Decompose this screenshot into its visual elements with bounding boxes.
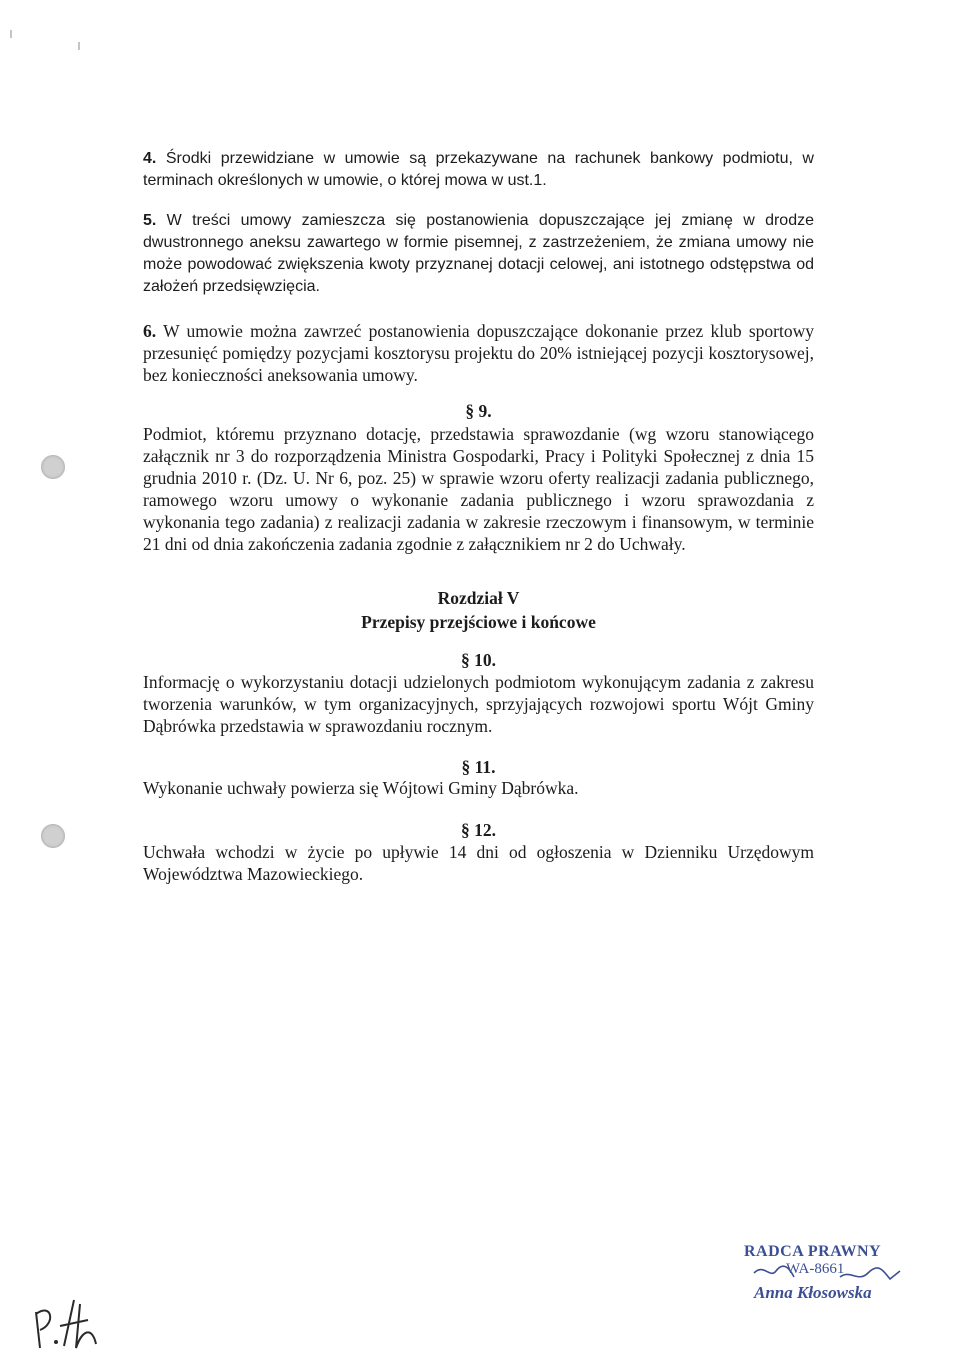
- item-number: 6.: [143, 321, 157, 341]
- stamp-name: Anna Kłosowska: [754, 1283, 872, 1302]
- item-text: W umowie można zawrzeć postanowienia dopuszczające dokonanie przez klub sportowy przesunięć pomiędzy pozycjami kosztorysu projektu do 20% istniejącej pozycji kosztorysowej, bez konieczności aneksowania umowy.: [143, 321, 814, 385]
- scan-mark: [10, 30, 12, 38]
- section-10-text: Informację o wykorzystaniu dotacji udzielonych podmiotom wykonującym zadania z zakresu tworzenia warunków, w tym organizacyjnych, sprzyjających rozwojowi sportu Wójt Gminy Dąbrówka przedstawia w sprawozdaniu rocznym.: [143, 672, 814, 736]
- stamp-signature-icon: [740, 1243, 920, 1309]
- punch-hole-top: [41, 455, 65, 479]
- section-9-text: Podmiot, któremu przyznano dotację, przedstawia sprawozdanie (wg wzoru stanowiącego załącznik nr 3 do rozporządzenia Ministra Gospodarki, Pracy i Polityki Społecznej z dnia 15 grudnia 2010 r. (Dz. U. Nr 6, poz. 25) w sprawie wzoru oferty realizacji zadania publicznego, ramowego wzoru umowy o wykonanie zadania publicznego i wzoru sprawozdania z wykonania tego zadania) z realizacji zadania w zakresie rzeczowym i finansowym, w terminie 21 dni od dnia zakończenia zadania zgodnie z załącznikiem nr 2 do Uchwały.: [143, 424, 814, 554]
- stamp-title: RADCA PRAWNY: [744, 1243, 882, 1260]
- punch-hole-bottom: [41, 824, 65, 848]
- section-heading: § 12.: [461, 820, 496, 840]
- chapter-number: Rozdział V: [437, 588, 520, 608]
- item-text: W treści umowy zamieszcza się postanowienia dopuszczające jej zmianę w drodze dwustronnego aneksu zawartego w formie pisemnej, z zastrzeżeniem, że zmiana umowy nie może powodować zwiększenia kwoty przyznanej dotacji celowej, ani istotnego odstępstwa od założeń przedsięwzięcia.: [143, 212, 814, 295]
- chapter-title: Przepisy przejściowe i końcowe: [361, 612, 596, 632]
- section-heading: § 10.: [461, 650, 496, 670]
- section-12-text: Uchwała wchodzi w życie po upływie 14 dni od ogłoszenia w Dzienniku Urzędowym Województwa Mazowieckiego.: [143, 842, 814, 884]
- item-4: [143, 148, 814, 192]
- section-heading: § 9.: [465, 401, 492, 421]
- stamp-registration: WA-8661: [786, 1261, 845, 1277]
- legal-counsel-stamp: [740, 1243, 920, 1309]
- scan-mark: [78, 42, 80, 50]
- section-heading: § 11.: [461, 757, 496, 777]
- item-number: 4.: [143, 150, 157, 167]
- handwritten-initials-icon: [30, 1290, 110, 1356]
- chapter-heading: [143, 586, 814, 634]
- item-text: Środki przewidziane w umowie są przekazywane na rachunek bankowy podmiotu, w terminach określonych w umowie, o której mowa w ust.1.: [143, 150, 814, 189]
- item-5: [143, 210, 814, 298]
- section-11-text: Wykonanie uchwały powierza się Wójtowi Gminy Dąbrówka.: [143, 778, 579, 798]
- item-number: 5.: [143, 212, 157, 229]
- item-6: [143, 320, 814, 386]
